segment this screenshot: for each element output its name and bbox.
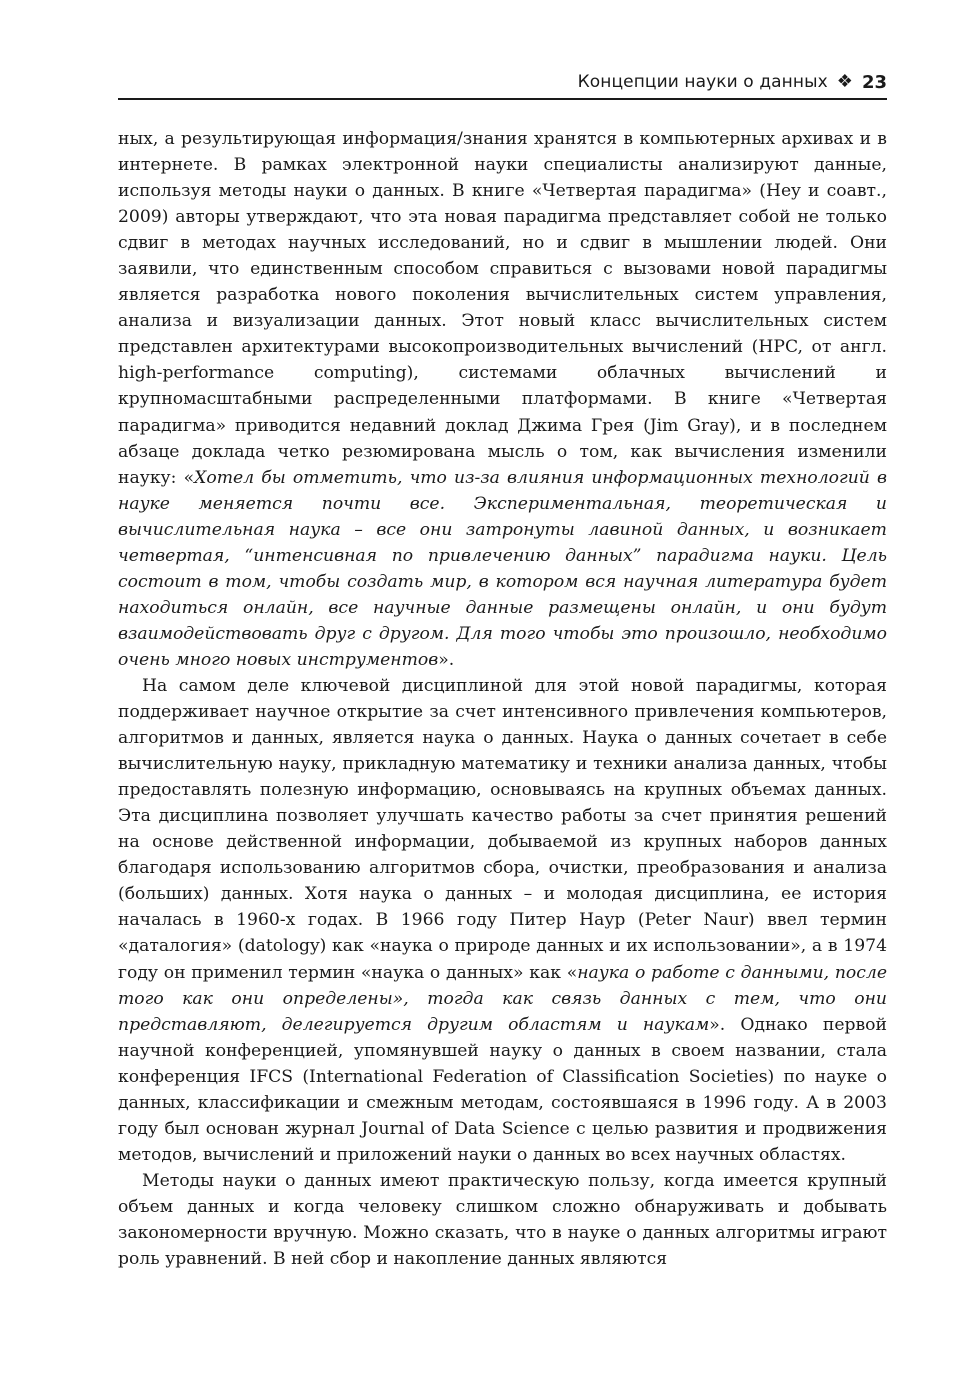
paragraph	[118, 126, 887, 673]
text-run: На самом деле ключевой дисциплиной для этой новой парадигмы, которая поддерживает научное открытие за счет интенсивного привлечения компьютеров, алгоритмов и данных, является наука о данных. Наука о данных сочетает в себе вычислительную науку, прикладную математику и техники анализа данных, чтобы предоставлять полезную информацию, основываясь на крупных объемах данных. Эта дисциплина позволяет улучшать качество работы за счет принятия решений на основе действенной информации, добываемой из крупных наборов данных благодаря использованию алгоритмов сбора, очистки, преобразования и анализа (больших) данных. Хотя наука о данных – и молодая дисциплина, ее история началась в 1960-х годах. В 1966 году Питер Наур (Peter Naur) ввел термин «даталогия» (datology) как «наука о природе данных и их использовании», а в 1974 году он применил термин «наука о данных» как «	[118, 675, 887, 983]
quote-run: Хотел бы отметить, что из-за влияния информационных технологий в науке меняется почти все. Экспериментальная, теоретическая и вычислительная наука – все они затронуты лавиной данных, и возникает четвертая, “интенсивная по привлечению данных” парадигма науки. Цель состоит в том, чтобы создать мир, в котором вся научная литература будет находиться онлайн, все научные данные размещены онлайн, и они будут взаимодействовать друг с другом. Для того чтобы это произошло, необходимо очень много новых инструментов	[118, 467, 887, 670]
header-title: Концепции науки о данных	[577, 72, 828, 92]
text-run: ных, а результирующая информация/знания хранятся в компьютерных архивах и в интернете. В рамках электронной науки специалисты анализируют данные, используя методы науки о данных. В книге «Четвертая парадигма» (Hey и соавт., 2009) авторы утверждают, что эта новая парадигма представляет собой не только сдвиг в методах научных исследований, но и сдвиг в мышлении людей. Они заявили, что единственным способом справиться с вызовами новой парадигмы является разработка нового поколения вычислительных систем управления, анализа и визуализации данных. Этот новый класс вычислительных систем представлен архитектурами высокопроизводительных вычислений (HPC, от англ. high-performance computing), системами облачных вычислений и крупномасштабными распределенными платформами. В книге «Четвертая парадигма» приводится недавний доклад Джима Грея (Jim Gray), и в последнем абзаце доклада четко резюмирована мысль о том, как вычисления изменили науку: «	[118, 129, 887, 488]
text-run: ».	[438, 649, 455, 670]
quote-run: наука о работе с данными, после того как они определены», тогда как связь данных с тем, что они представляют, делегируется другим областям и наукам	[118, 962, 887, 1035]
text-run: ». Однако первой научной конференцией, упомянувшей науку о данных в своем названии, стала конференция IFCS (International Federation of Classification Societies) по науке о данных, классификации и смежным методам, состоявшаяся в 1996 году. А в 2003 году был основан журнал Journal of Data Science с целью развития и продвижения методов, вычислений и приложений науки о данных во всех научных областях.	[118, 1014, 887, 1165]
paragraph	[118, 673, 887, 1168]
paragraph	[118, 1168, 887, 1272]
text-run: Методы науки о данных имеют практическую пользу, когда имеется крупный объем данных и когда человеку слишком сложно обнаруживать и добывать закономерности вручную. Можно сказать, что в науке о данных алгоритмы играют роль уравнений. В ней сбор и накопление данных являются	[118, 1170, 887, 1270]
page-number: 23	[861, 71, 887, 93]
diamond-ornament-icon: ❖	[836, 71, 853, 92]
running-header	[118, 68, 887, 100]
body-text	[118, 126, 887, 1272]
